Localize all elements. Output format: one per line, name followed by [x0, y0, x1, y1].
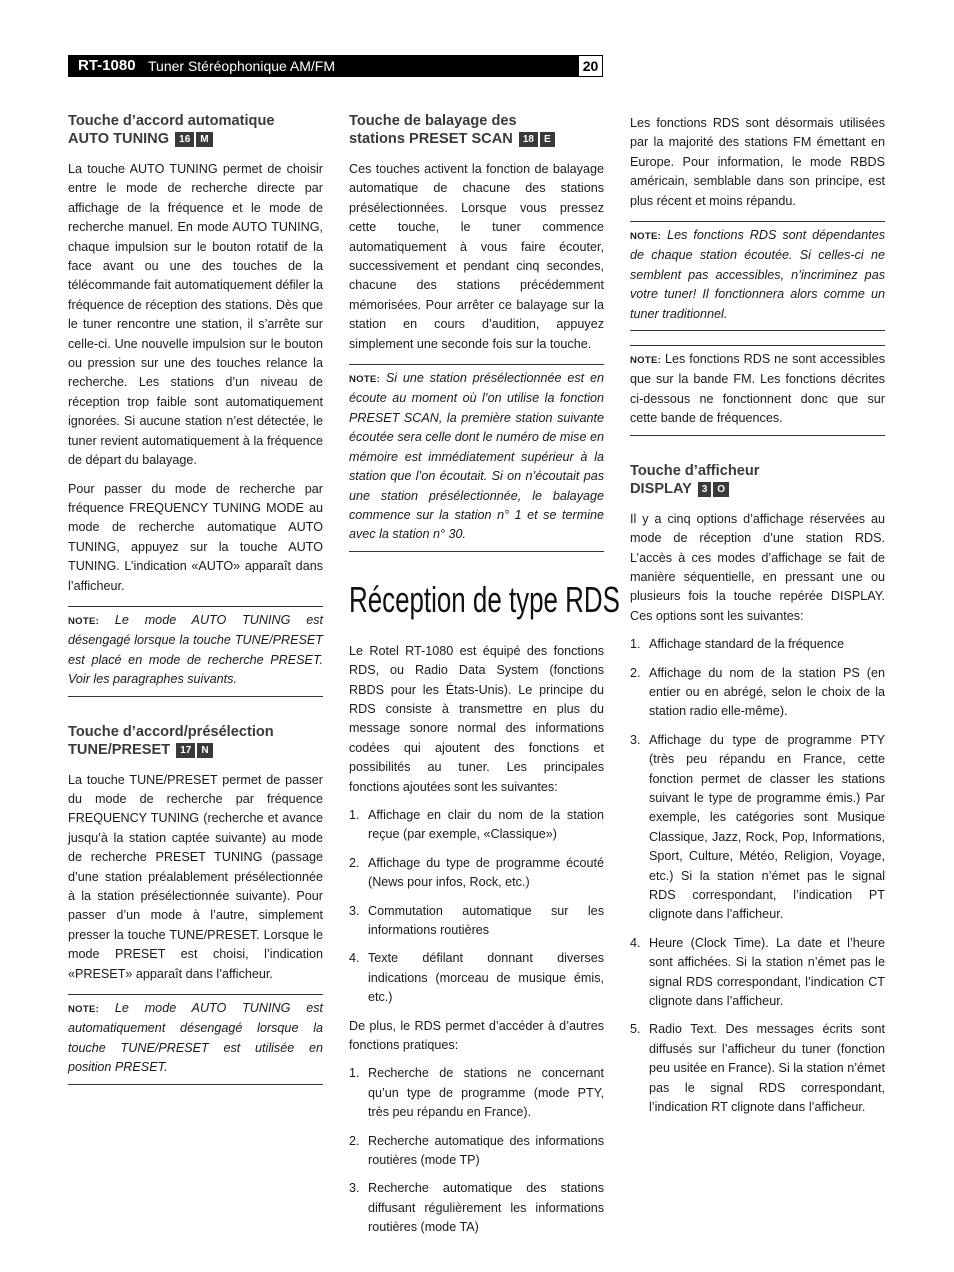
note-label: NOTE: — [68, 615, 100, 627]
note-text: Le mode AUTO TUNING est désengagé lorsque la touche TUNE/PRESET est placé en mode de recherche PRESET. Voir les paragraphes suivants. — [68, 612, 323, 687]
paragraph: Pour passer du mode de recherche par fréquence FREQUENCY TUNING MODE au mode de recherche automatique AUTO TUNING, appuyez sur la touche AUTO TUNING. L’indication «AUTO» apparaît dans l’afficheur. — [68, 481, 323, 593]
list-item: 1. Recherche de stations ne concernant qu’un type de programme (mode PTY, très peu répandu en France). — [349, 1066, 604, 1120]
column-2 — [349, 112, 620, 1247]
note-box — [630, 221, 885, 331]
note-box — [68, 606, 323, 697]
heading-key-name: DISPLAY — [630, 480, 692, 497]
display-options-list — [630, 635, 885, 1117]
heading-line: Touche de balayage des — [349, 113, 517, 129]
note-text: Les fonctions RDS ne sont accessibles que sur la bande FM. Les fonctions décrites ci-dessous ne fonctionnent donc que sur cette bande de fréquences. — [630, 352, 885, 426]
note-box — [630, 345, 885, 436]
model-name: RT-1080 — [78, 57, 136, 74]
list-item: 2. Affichage du nom de la station PS (en entier ou en abrégé, selon le choix de la station radio elle-même). — [630, 665, 885, 719]
column-1 — [68, 112, 323, 1111]
key-ref-badge: 18 — [519, 132, 538, 147]
section-heading-auto-tuning — [68, 112, 323, 148]
paragraph: De plus, le RDS permet d’accéder à d’autres fonctions pratiques: — [349, 1018, 604, 1053]
note-box — [68, 994, 323, 1085]
heading-line: Touche d’afficheur — [630, 462, 760, 479]
paragraph: La touche AUTO TUNING permet de choisir entre le mode de recherche directe par affichage de la fréquence et le mode de recherche manuel. En mode AUTO TUNING, chaque impulsion sur le bouton rotatif de la face avant ou une des touches de la télécommande fait automatiquement défiler la fréquence de réception des stations. Dès que le tuner rencontre une station, il s’arrête sur celle-ci. Une nouvelle impulsion sur le bouton ou pression sur une des touches relance la recherche. Les stations d’un niveau de réception trop faible sont automatiquement ignorées. Si aucune station n’est détectée, le tuner revient automatiquement à la fréquence de départ du balayage. — [68, 162, 323, 468]
list-item: 4. Heure (Clock Time). La date et l’heure sont affichées. Si la station n’émet pas le signal RDS correspondant, l’indication CT clignote dans l’afficheur. — [630, 935, 885, 1009]
section-heading-tune-preset — [68, 723, 323, 759]
note-text: Les fonctions RDS sont dépendantes de chaque station écoutée. Si celles-ci ne semblent pas accessibles, n’incriminez pas votre tuner! Il fonctionnera alors comme un tuner traditionnel. — [630, 228, 885, 321]
note-label: NOTE: — [630, 231, 662, 243]
heading-key-name: AUTO TUNING — [68, 131, 170, 147]
heading-line: Touche d’accord automatique — [68, 113, 275, 129]
note-text: Le mode AUTO TUNING est automatiquement désengagé lorsque la touche TUNE/PRESET est utilisée en position PRESET. — [68, 1001, 323, 1075]
page-header — [68, 55, 603, 77]
list-item: 3. Commutation automatique sur les informations routières — [349, 903, 604, 937]
key-ref-badge: O — [713, 482, 729, 497]
list-item: 2. Recherche automatique des informations routières (mode TP) — [349, 1133, 604, 1168]
key-ref-badge: 16 — [175, 132, 194, 147]
paragraph: Il y a cinq options d’affichage réservées au mode de réception d’une station RDS. L’accès à ces modes d’affichage se fait de manière séquentielle, en pressant une ou plusieurs fois la touche repérée DISPLAY. Ces options sont les suivantes: — [630, 511, 885, 623]
paragraph: Ces touches activent la fonction de balayage automatique de chacune des stations présélectionnées. Lorsque vous pressez cette touche, le tuner commence automatiquement à vous faire écouter, successivement et pendant cinq secondes, chacune des stations précédemment mémorisées. Pour arrêter ce balayage sur la station en cours d’audition, appuyez simplement une seconde fois sur la touche. — [349, 162, 604, 351]
feature-list — [349, 806, 604, 1008]
list-item: 4. Texte défilant donnant diverses indications (morceau de musique émis, etc.) — [349, 951, 604, 1005]
heading-line: Touche d’accord/présélection — [68, 723, 274, 740]
note-label: NOTE: — [349, 374, 381, 386]
function-list — [349, 1064, 604, 1237]
list-item: 1. Affichage en clair du nom de la station reçue (par exemple, «Classique») — [349, 807, 604, 842]
page-number: 20 — [579, 56, 602, 76]
paragraph: Les fonctions RDS sont désormais utilisées par la majorité des stations FM émettant en Europe. Pour information, le mode RBDS américain, semblable dans son principe, est plus récent et moins répandu. — [630, 116, 885, 208]
key-ref-badge: M — [196, 132, 212, 147]
paragraph: Le Rotel RT-1080 est équipé des fonctions RDS, ou Radio Data System (fonctions RBDS pour les États-Unis). Le principe du RDS consiste à transmettre en plus du message sonore normal des informations codées qui ajoutent des fonctions et possibilités au tuner. Les principales fonctions ajoutées sont les suivantes: — [349, 643, 604, 794]
section-heading-preset-scan — [349, 112, 604, 148]
key-ref-badge: 17 — [176, 743, 195, 758]
list-item: 2. Affichage du type de programme écouté (News pour infos, Rock, etc.) — [349, 855, 604, 890]
chapter-title: Réception de type RDS — [349, 578, 620, 620]
paragraph: La touche TUNE/PRESET permet de passer du mode de recherche par fréquence FREQUENCY TUNING (recherche et avance jusqu’à la station captée suivante) au mode de recherche PRESET TUNING (passage d’une station préalablement présélectionnée à la station présélectionnée suivante). Pour passer d’un mode à l’autre, simplement presser la touche TUNE/PRESET. Lorsque le mode PRESET est choisi, l’indication «PRESET» apparaît dans l’afficheur. — [68, 772, 323, 981]
note-text: Si une station présélectionnée est en écoute au moment où l’on utilise la fonction PRESET SCAN, la première station suivante écoutée sera celle dont le numéro de mise en mémoire est immédiatement supérieur à la station que l’on écoutait. Si on n’écoutait pas une station présélectionnée, le balayage commence sur la station n° 1 et se termine avec la station n° 30. — [349, 371, 605, 542]
heading-key-name: TUNE/PRESET — [68, 741, 171, 758]
list-item: 5. Radio Text. Des messages écrits sont diffusés sur l’afficheur du tuner (fonction peu usitée en France). Si la station n’émet pas le signal RDS correspondant, l’indication RT clignote dans l’afficheur. — [630, 1022, 885, 1115]
section-heading-display — [630, 462, 885, 498]
note-box — [349, 364, 604, 552]
key-ref-badge: 3 — [698, 482, 712, 497]
key-ref-badge: N — [197, 743, 212, 758]
heading-key-name: stations PRESET SCAN — [349, 131, 513, 147]
document-title: Tuner Stéréophonique AM/FM — [148, 58, 336, 74]
list-item: 1. Affichage standard de la fréquence — [630, 637, 845, 652]
column-3 — [630, 114, 885, 1126]
list-item: 3. Recherche automatique des stations diffusant régulièrement les informations routières (mode TA) — [349, 1181, 604, 1235]
list-item: 3. Affichage du type de programme PTY (très peu répandu en France, cette fonction permet de classer les stations suivant le type de programme émis.) Par exemple, les catégories sont Musique Classique, Jazz, Rock, Pop, Informations, Sport, Culture, Météo, Religion, Voyage, etc.) Si la station n’émet pas le signal RDS correspondant, l’indication PT clignote dans l’afficheur. — [630, 732, 885, 922]
note-label: NOTE: — [68, 1004, 100, 1016]
note-label: NOTE: — [630, 355, 662, 367]
key-ref-badge: E — [540, 132, 555, 147]
